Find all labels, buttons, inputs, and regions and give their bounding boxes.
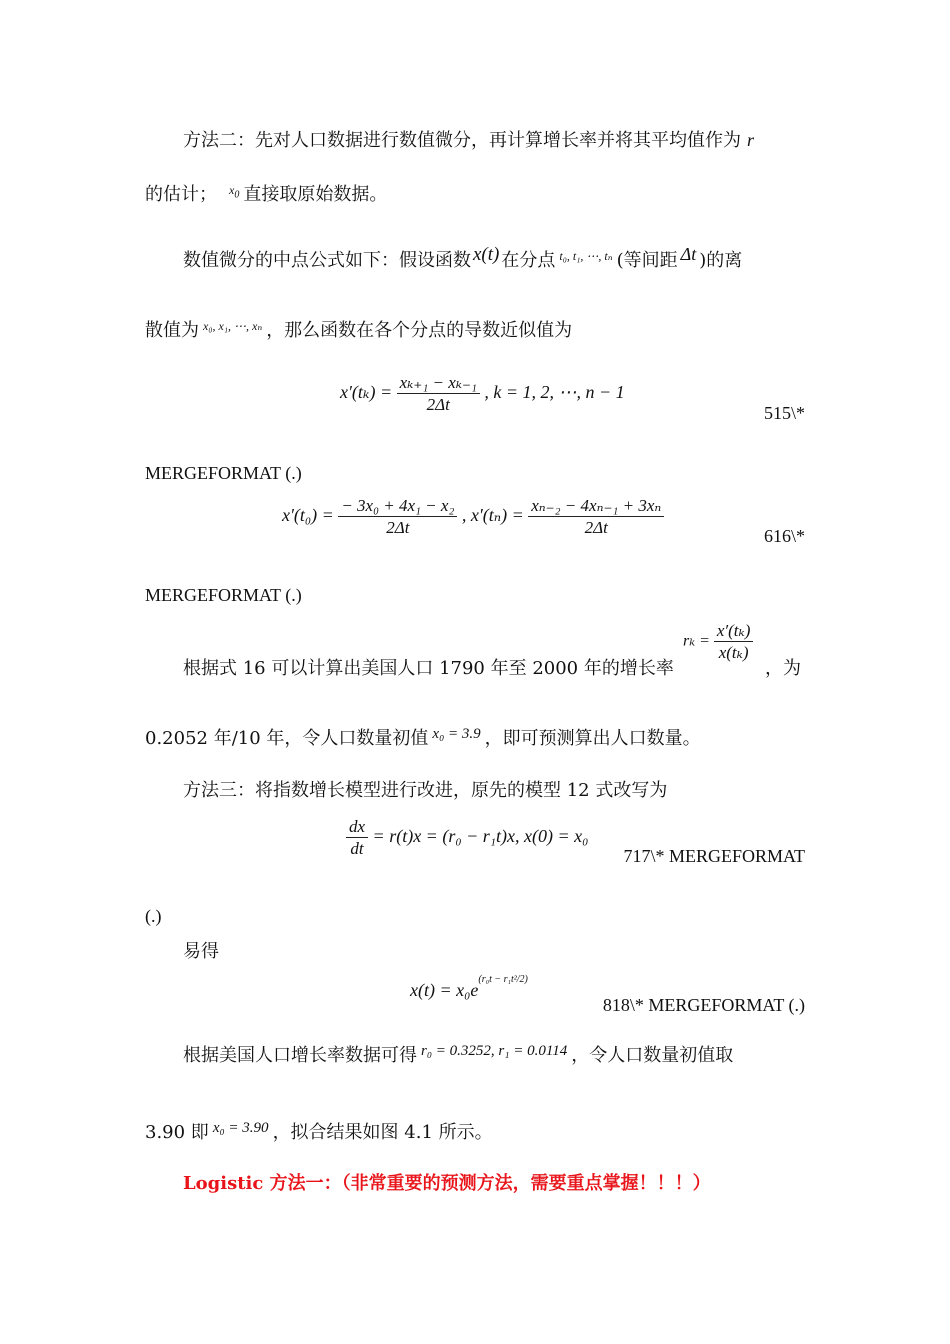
eq15-fraction xyxy=(397,372,480,416)
paragraph-growth-line1 xyxy=(183,657,674,681)
paragraph-fit-line2 xyxy=(145,1121,493,1146)
eq16-numerator-2: xₙ₋₂ − 4xₙ₋₁ + 3xₙ xyxy=(528,495,664,517)
text-segment: 根据式 16 可以计算出美国人口 1790 年至 2000 年的增长率 xyxy=(183,658,674,679)
text-segment: ，拟合结果如图 4.1 所示。 xyxy=(272,1122,493,1143)
eq16-fraction-1 xyxy=(338,495,457,539)
eq15-range: , k = 1, 2, ⋯, n − 1 xyxy=(484,382,625,403)
paragraph-method2-line1 xyxy=(183,128,754,153)
equation-15-number: 515\* xyxy=(763,403,805,423)
text-segment: )的离 xyxy=(699,250,743,271)
eq16-lhs-tn: , x′(tₙ) = xyxy=(461,505,524,526)
paragraph-method3: 方法三：将指数增长模型进行改进，原先的模型 12 式改写为 xyxy=(183,780,668,801)
text-segment: 根据美国人口增长率数据可得 xyxy=(183,1045,417,1066)
text-segment: 数值微分的中点公式如下：假设函数 xyxy=(183,250,471,271)
math-r-values: r₀ = 0.3252, r₁ = 0.0114 xyxy=(421,1043,568,1059)
eq18-base: x(t) = x₀e xyxy=(410,980,479,1000)
text-segment: ，令人口数量初值取 xyxy=(571,1045,734,1066)
eq17-denominator: dt xyxy=(350,839,364,858)
equation-17-mergeformat: (.) xyxy=(145,906,162,926)
text-segment: 散值为 xyxy=(145,320,199,341)
equation-16-number: 616\* xyxy=(763,526,805,546)
equation-17 xyxy=(346,816,588,860)
math-delta-t: Δt xyxy=(680,244,697,264)
text-segment: 在分点 xyxy=(501,250,556,271)
equation-18-number: 818\* MERGEFORMAT (.) xyxy=(602,995,805,1015)
math-x-letter: x xyxy=(229,183,235,197)
eq15-numerator: xₖ₊₁ − xₖ₋₁ xyxy=(397,372,480,394)
paragraph-growth-line1-tail: ，为 xyxy=(765,658,801,679)
text-segment: ，即可预测算出人口数量。 xyxy=(484,728,701,749)
text-segment: ，那么函数在各个分点的导数近似值为 xyxy=(266,320,573,341)
text-segment: 直接取原始数据。 xyxy=(243,184,388,205)
eq17-derivative xyxy=(346,816,368,860)
eq15-lhs: x′(tₖ) = xyxy=(340,382,393,403)
math-x0-3-9: x₀ = 3.9 xyxy=(432,726,481,742)
math-discrete-values: x₀, x₁, ⋯, xₙ xyxy=(203,319,263,333)
text-segment: (等间距 xyxy=(616,250,678,271)
math-x0 xyxy=(229,183,240,201)
eq16-denominator-2: 2Δt xyxy=(584,518,608,537)
eq15-denominator: 2Δt xyxy=(426,395,450,414)
growth-rate-formula xyxy=(683,620,753,664)
math-x-sub: 0 xyxy=(234,189,240,201)
eq17-rest: = r(t)x = (r₀ − r₁t)x, x(0) = x₀ xyxy=(372,826,589,847)
paragraph-growth-line2 xyxy=(145,727,701,752)
rk-numerator: x′(tₖ) xyxy=(714,620,754,642)
eq16-numerator-1: − 3x₀ + 4x₁ − x₂ xyxy=(338,495,457,517)
text-segment: 3.90 即 xyxy=(145,1122,209,1143)
equation-15-mergeformat: MERGEFORMAT (.) xyxy=(145,463,302,483)
text-segment: 方法二：先对人口数据进行数值微分，再计算增长率并将其平均值作为 xyxy=(183,130,741,151)
paragraph-fit-line1 xyxy=(183,1044,733,1069)
equation-18 xyxy=(410,974,528,1001)
rk-fraction xyxy=(714,620,754,664)
rk-lhs: rₖ = xyxy=(683,632,710,650)
equation-15 xyxy=(340,372,625,416)
eq16-fraction-2 xyxy=(528,495,664,539)
paragraph-midpoint-line1 xyxy=(183,244,743,274)
paragraph-method2-line2 xyxy=(145,183,387,213)
equation-17-number: 717\* MERGEFORMAT xyxy=(623,846,805,866)
math-var-r: r xyxy=(747,130,755,150)
eq18-exponent: (r₀t − r₁t²/2) xyxy=(478,974,528,985)
eq17-numerator: dx xyxy=(346,816,368,838)
eq16-lhs-t0: x′(t₀) = xyxy=(282,505,334,526)
paragraph-midpoint-line2 xyxy=(145,319,572,344)
math-function-xt: x(t) xyxy=(473,244,500,265)
text-segment: 0.2052 年/10 年，令人口数量初值 xyxy=(145,728,429,749)
paragraph-easily-obtain: 易得 xyxy=(183,941,219,962)
logistic-method-heading: Logistic 方法一：（非常重要的预测方法，需要重点掌握！！！） xyxy=(183,1173,711,1194)
rk-denominator: x(tₖ) xyxy=(718,643,749,662)
math-x0-3-90: x₀ = 3.90 xyxy=(212,1120,269,1136)
eq16-denominator-1: 2Δt xyxy=(386,518,410,537)
equation-16 xyxy=(282,495,664,539)
text-segment: 的估计； xyxy=(145,184,217,205)
equation-16-mergeformat: MERGEFORMAT (.) xyxy=(145,585,302,605)
math-partition-points: t₀, t₁, ⋯, tₙ xyxy=(559,249,613,263)
